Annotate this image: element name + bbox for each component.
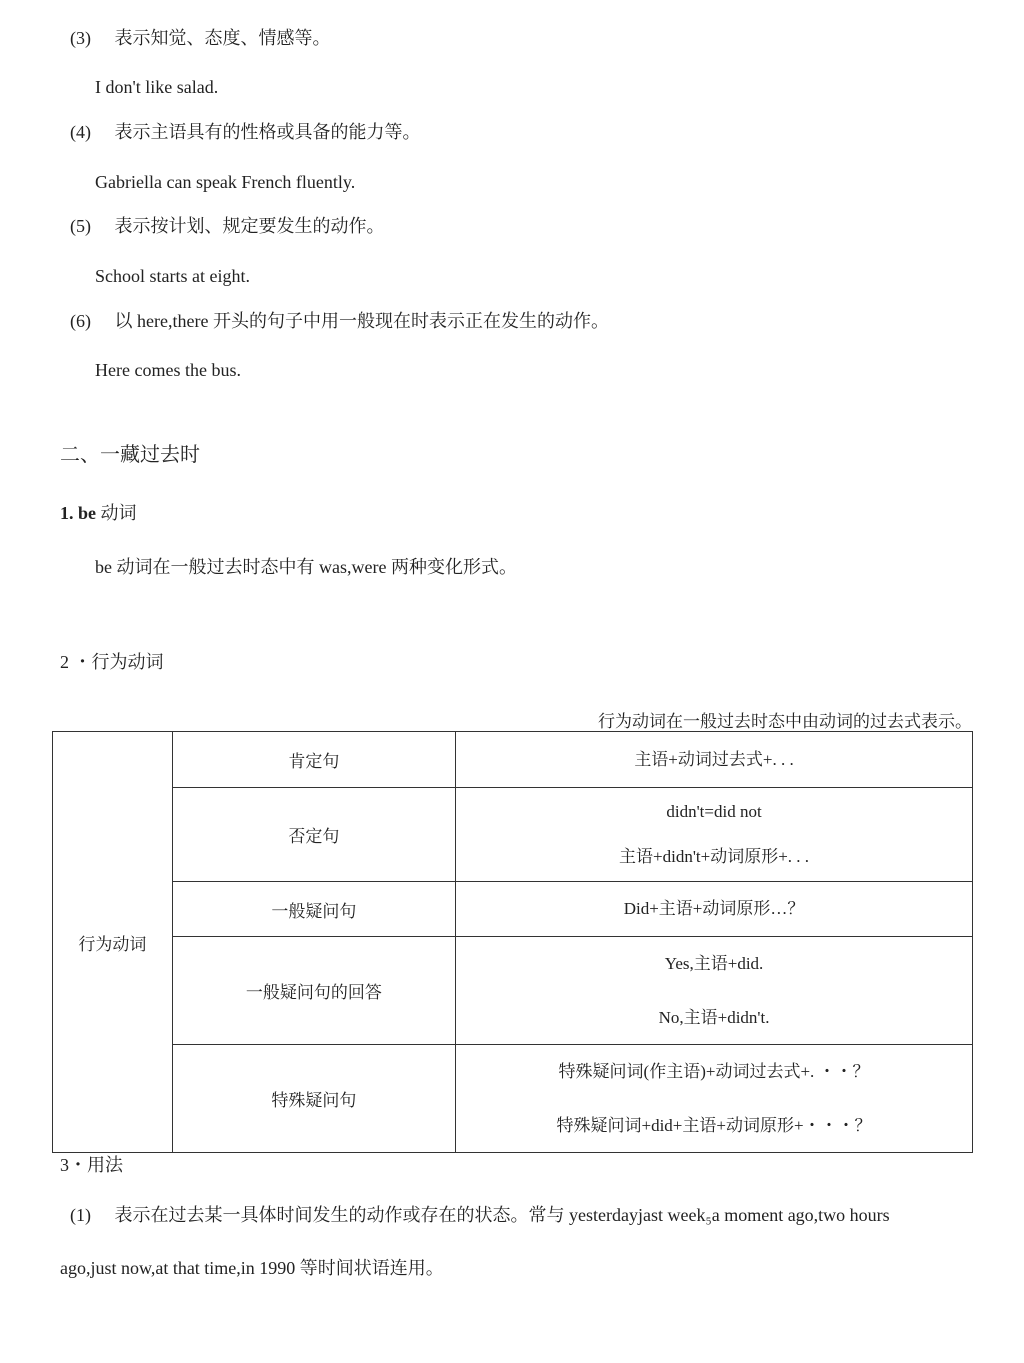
item-example: Gabriella can speak French fluently.	[95, 172, 356, 192]
item-description: 表示主语具有的性格或具备的能力等。	[114, 122, 421, 142]
item-number: (1)	[70, 1205, 91, 1225]
subsection-title-rest: 动词	[96, 503, 137, 523]
structure-line: 主语+动词过去式+. . .	[634, 749, 794, 769]
structure-cell	[456, 937, 973, 1045]
structure-line: 特殊疑问词+did+主语+动词原形+・・・？	[556, 1115, 872, 1135]
item-6	[70, 310, 609, 332]
item-description: 以 here,there 开头的句子中用一般现在时表示正在发生的动作。	[114, 311, 609, 331]
structure-line: No,主语+didn't.	[658, 1007, 770, 1027]
sentence-type-cell: 肯定句	[172, 732, 455, 788]
item-number: (4)	[70, 122, 91, 142]
item-number: (3)	[70, 28, 91, 48]
table-row	[53, 937, 973, 1045]
structure-line: didn't=did not	[666, 802, 762, 821]
sentence-type-cell: 否定句	[172, 788, 455, 882]
sentence-type-cell: 一般疑问句	[172, 882, 455, 937]
item-description: 表示按计划、规定要发生的动作。	[114, 216, 385, 236]
subsection-title: 3・用法	[60, 1155, 123, 1175]
paragraph: be 动词在一般过去时态中有 was,were 两种变化形式。	[95, 557, 517, 577]
table-row	[53, 788, 973, 882]
structure-cell	[456, 1045, 973, 1153]
subsection-title: 2 ・行为动词	[60, 652, 164, 672]
subsection-title-bold: 1. be	[60, 503, 96, 523]
sentence-type-cell: 特殊疑问句	[172, 1045, 455, 1153]
table-caption: 行为动词在一般过去时态中由动词的过去式表示。	[598, 712, 972, 731]
section-heading: 二、一藏过去时	[60, 444, 200, 466]
item-description: 表示知觉、态度、情感等。	[114, 28, 331, 48]
grammar-table	[52, 731, 973, 1153]
sentence-type-cell: 一般疑问句的回答	[172, 937, 455, 1045]
structure-cell	[456, 732, 973, 788]
item-number: (5)	[70, 216, 91, 236]
usage-item	[70, 1204, 890, 1226]
structure-line: 主语+didn't+动词原形+. . .	[619, 847, 810, 866]
item-3	[70, 27, 331, 49]
usage-continuation: ago,just now,at that time,in 1990 等时间状语连用。	[60, 1258, 444, 1278]
item-example: School starts at eight.	[95, 266, 250, 286]
structure-line: 特殊疑问词(作主语)+动词过去式+. ・・？	[558, 1061, 870, 1081]
item-number: (6)	[70, 311, 91, 331]
table-row	[53, 732, 973, 788]
subsection-title	[60, 502, 137, 524]
item-4	[70, 121, 421, 143]
row-header-cell: 行为动词	[53, 732, 173, 1153]
table-row	[53, 882, 973, 937]
structure-cell	[456, 882, 973, 937]
structure-line: Did+主语+动词原形…？	[623, 899, 805, 918]
item-5	[70, 215, 385, 237]
usage-description: 表示在过去某一具体时间发生的动作或存在的状态。常与 yesterdayjast week₅a moment ago,two hours	[114, 1205, 890, 1225]
table-row	[53, 1045, 973, 1153]
item-example: Here comes the bus.	[95, 360, 241, 380]
structure-line: Yes,主语+did.	[664, 953, 764, 973]
structure-cell	[456, 788, 973, 882]
item-example: I don't like salad.	[95, 77, 219, 97]
